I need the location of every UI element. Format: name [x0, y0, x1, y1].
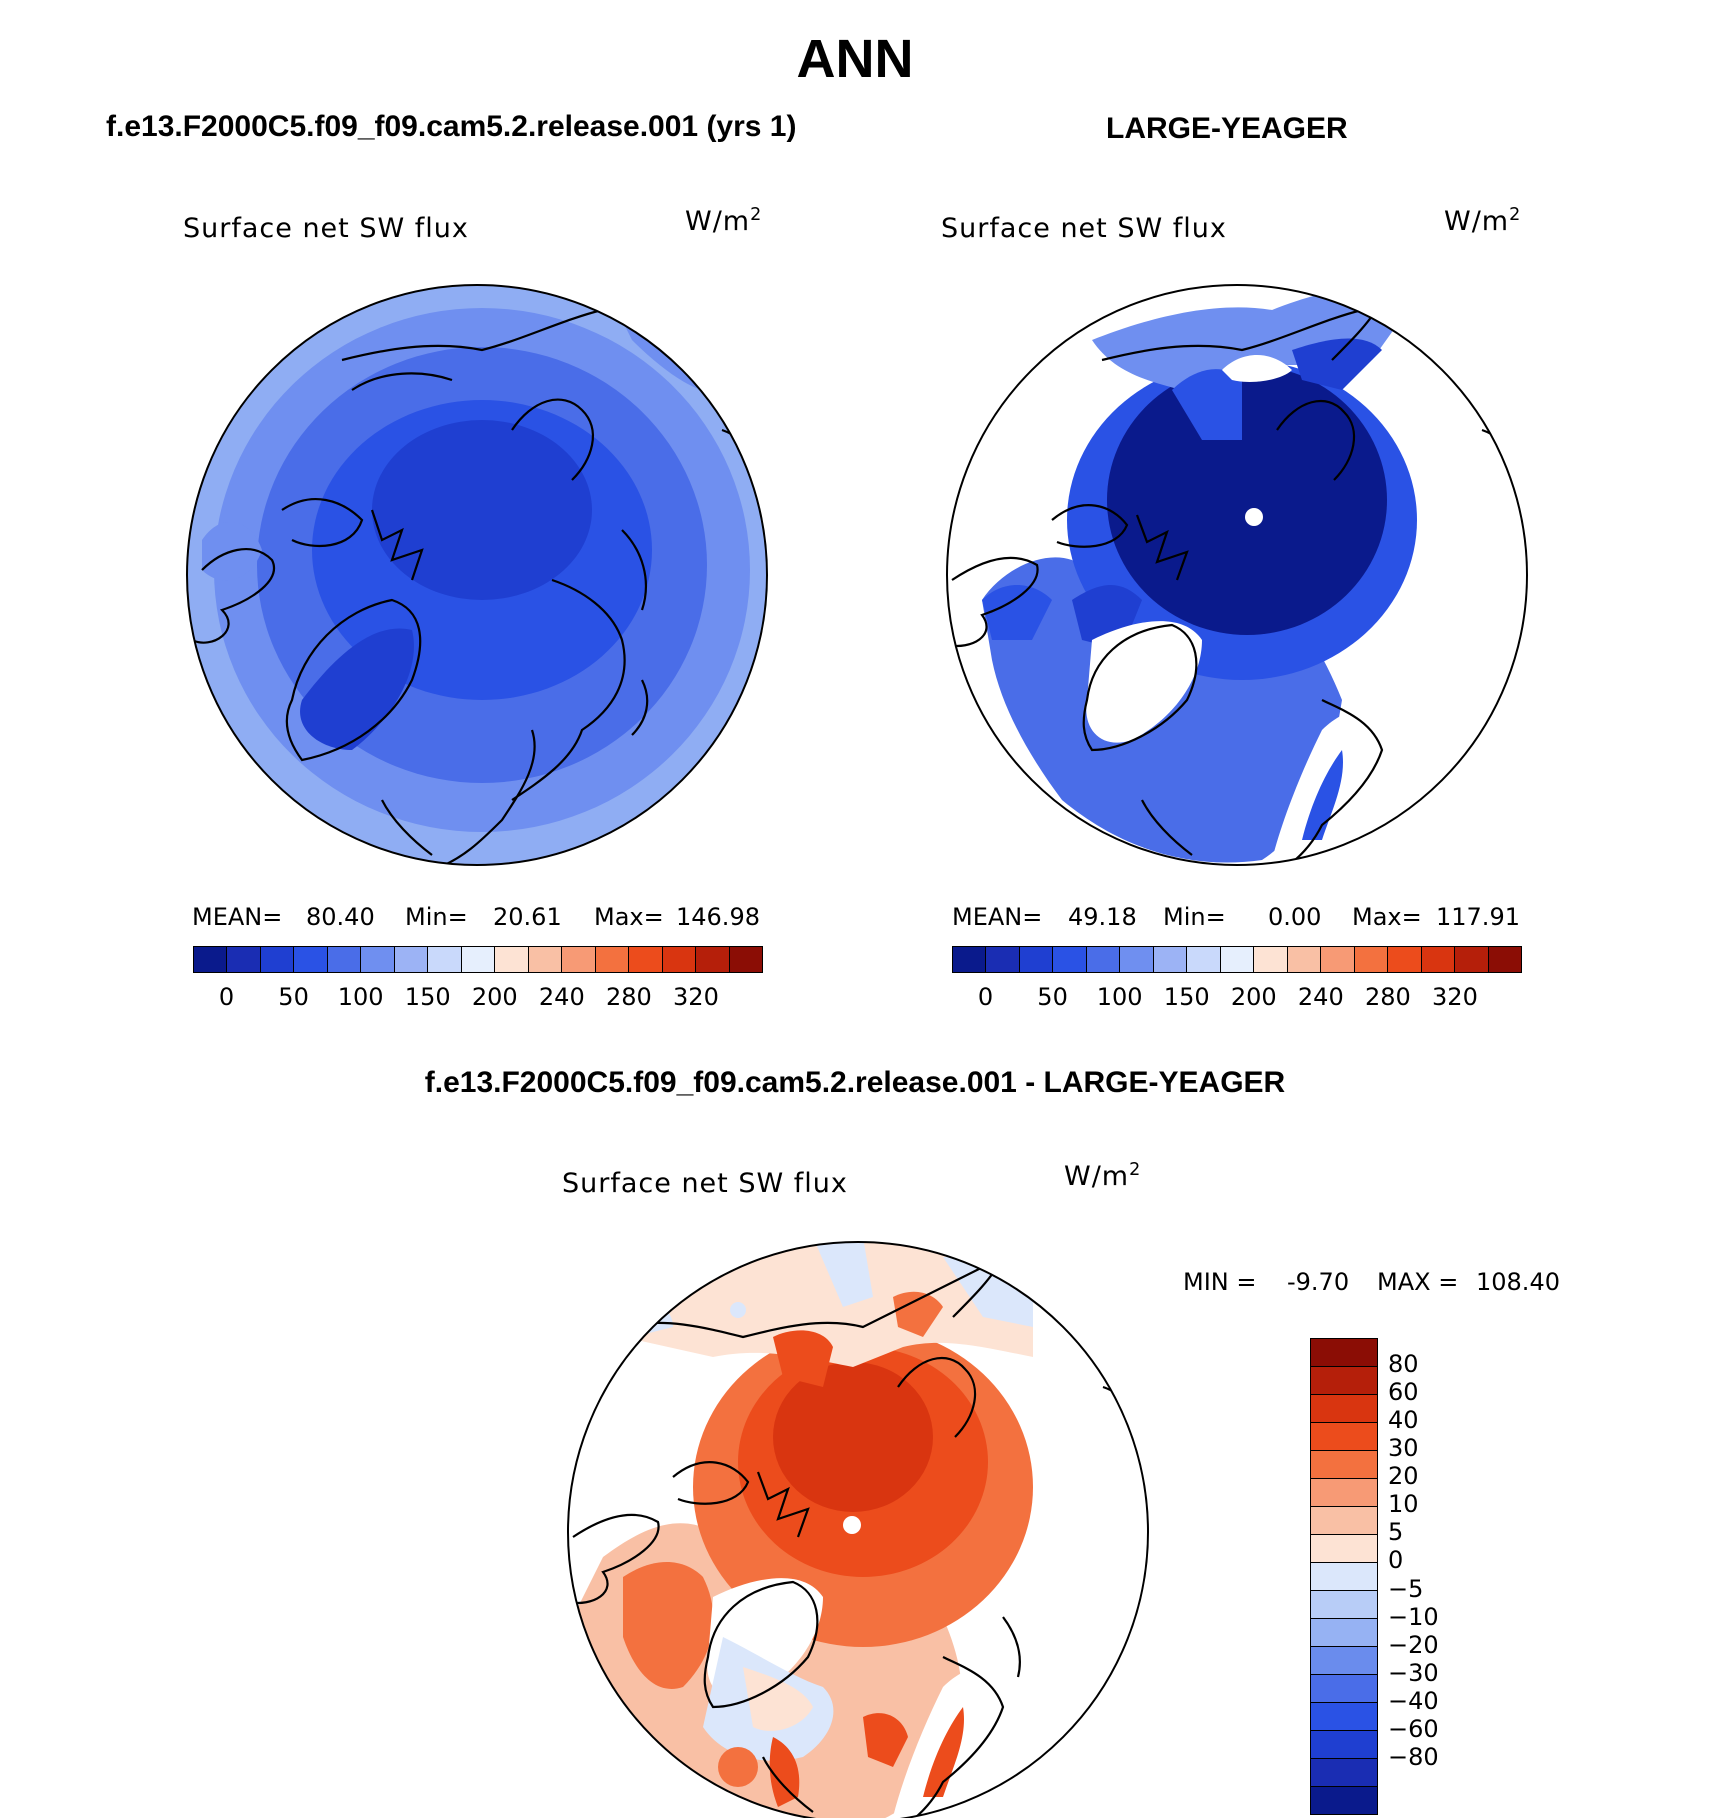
diff-variable: Surface net SW flux [562, 1168, 848, 1199]
colorbar-swatch [1311, 1451, 1377, 1479]
colorbar-swatch [596, 947, 629, 972]
colorbar-swatch [730, 947, 762, 972]
colorbar-tick-label: 10 [1388, 1490, 1419, 1519]
colorbar-swatch [1311, 1507, 1377, 1535]
colorbar-tick-label: 200 [471, 983, 518, 1011]
colorbar-tick-label: 80 [1388, 1350, 1419, 1379]
panel2-header: LARGE-YEAGER [1106, 112, 1348, 145]
figure-title: ANN [796, 29, 914, 89]
colorbar-swatch [1455, 947, 1488, 972]
colorbar-swatch [562, 947, 595, 972]
colorbar-tick-label: 0 [977, 983, 994, 1011]
colorbar-tick-label: 240 [538, 983, 585, 1011]
colorbar-tick-label: 280 [1364, 983, 1411, 1011]
colorbar-tick-label: 100 [337, 983, 384, 1011]
colorbar-tick-label: 50 [1037, 983, 1068, 1011]
panel2-mean-value: 49.18 [1068, 903, 1137, 931]
colorbar-tick-label: −20 [1388, 1630, 1439, 1659]
colorbar-swatch [1311, 1563, 1377, 1591]
colorbar-tick-label: 150 [1163, 983, 1210, 1011]
colorbar-swatch [1120, 947, 1153, 972]
colorbar-swatch [428, 947, 461, 972]
diff-polar-map [563, 1237, 1153, 1818]
colorbar-swatch [1311, 1395, 1377, 1423]
colorbar-tick-label: 30 [1388, 1434, 1419, 1463]
colorbar-swatch [1187, 947, 1220, 972]
colorbar-swatch [1388, 947, 1421, 972]
colorbar-swatch [227, 947, 260, 972]
colorbar-swatch [1321, 947, 1354, 972]
colorbar-tick-label: 320 [673, 983, 719, 1011]
panel2-units: $W/m^2$ [1444, 205, 1522, 237]
colorbar-swatch [395, 947, 428, 972]
colorbar-tick-label: −5 [1388, 1574, 1424, 1603]
panel2-min-value: 0.00 [1268, 903, 1322, 931]
panel2-mean-label: MEAN= [952, 903, 1043, 931]
colorbar-swatch [1311, 1759, 1377, 1787]
colorbar-tick-label: −10 [1388, 1602, 1439, 1631]
colorbar-tick-label: −80 [1388, 1742, 1439, 1771]
colorbar-swatch [1288, 947, 1321, 972]
colorbar-swatch [1355, 947, 1388, 972]
colorbar-swatch [1311, 1619, 1377, 1647]
colorbar-swatch [1221, 947, 1254, 972]
colorbar-swatch [986, 947, 1019, 972]
colorbar-tick-label: 280 [605, 983, 652, 1011]
colorbar-swatch [629, 947, 662, 972]
panel2-colorbar [952, 946, 1522, 973]
diff-colorbar [1310, 1338, 1378, 1815]
panel1-mean-label: MEAN= [192, 903, 283, 931]
colorbar-swatch [1311, 1647, 1377, 1675]
panel1-max-value: 146.98 [676, 903, 760, 931]
diff-colorbar-ticks [1388, 1338, 1508, 1815]
colorbar-tick-label: 100 [1096, 983, 1143, 1011]
colorbar-tick-label: 200 [1230, 983, 1277, 1011]
colorbar-swatch [328, 947, 361, 972]
colorbar-tick-label: −30 [1388, 1658, 1439, 1687]
panel2-polar-map [942, 280, 1532, 870]
panel1-min-label: Min= [405, 903, 468, 931]
diff-min-value: -9.70 [1287, 1268, 1350, 1296]
colorbar-swatch [953, 947, 986, 972]
panel1-min-value: 20.61 [493, 903, 562, 931]
diff-max-value: 108.40 [1476, 1268, 1560, 1296]
panel1-variable: Surface net SW flux [183, 213, 469, 244]
colorbar-swatch [1311, 1731, 1377, 1759]
colorbar-swatch [495, 947, 528, 972]
panel2-max-label: Max= [1352, 903, 1422, 931]
panel1-polar-map [182, 280, 772, 870]
colorbar-tick-label: 0 [1388, 1546, 1404, 1575]
colorbar-swatch [1311, 1591, 1377, 1619]
colorbar-tick-label: 50 [278, 983, 309, 1011]
colorbar-tick-label: 5 [1388, 1518, 1404, 1547]
colorbar-swatch [361, 947, 394, 972]
panel2-variable: Surface net SW flux [941, 213, 1227, 244]
colorbar-swatch [1489, 947, 1521, 972]
panel2-colorbar-ticks [952, 983, 1522, 1013]
colorbar-tick-label: −60 [1388, 1714, 1439, 1743]
colorbar-swatch [462, 947, 495, 972]
panel2-max-value: 117.91 [1436, 903, 1520, 931]
colorbar-swatch [1020, 947, 1053, 972]
panel1-units: $W/m^2$ [685, 205, 763, 237]
colorbar-tick-label: 60 [1388, 1378, 1419, 1407]
colorbar-swatch [1154, 947, 1187, 972]
colorbar-tick-label: 320 [1432, 983, 1478, 1011]
colorbar-swatch [1311, 1787, 1377, 1814]
colorbar-swatch [261, 947, 294, 972]
diff-max-label: MAX = [1377, 1268, 1459, 1296]
colorbar-tick-label: 240 [1297, 983, 1344, 1011]
diff-min-label: MIN = [1183, 1268, 1257, 1296]
colorbar-swatch [1087, 947, 1120, 972]
colorbar-swatch [294, 947, 327, 972]
colorbar-swatch [1311, 1339, 1377, 1367]
colorbar-tick-label: −40 [1388, 1686, 1439, 1715]
panel1-header: f.e13.F2000C5.f09_f09.cam5.2.release.001 (yrs 1) [106, 110, 797, 143]
diff-header: f.e13.F2000C5.f09_f09.cam5.2.release.001 - LARGE-YEAGER [424, 1066, 1286, 1099]
colorbar-swatch [1311, 1675, 1377, 1703]
colorbar-swatch [1311, 1423, 1377, 1451]
colorbar-tick-label: 40 [1388, 1406, 1419, 1435]
colorbar-swatch [1053, 947, 1086, 972]
colorbar-swatch [1422, 947, 1455, 972]
panel1-max-label: Max= [594, 903, 664, 931]
colorbar-swatch [194, 947, 227, 972]
colorbar-tick-label: 0 [218, 983, 235, 1011]
colorbar-swatch [1311, 1367, 1377, 1395]
colorbar-swatch [1311, 1703, 1377, 1731]
colorbar-tick-label: 20 [1388, 1462, 1419, 1491]
colorbar-swatch [529, 947, 562, 972]
colorbar-swatch [1311, 1535, 1377, 1563]
diff-units: $W/m^2$ [1064, 1160, 1142, 1192]
panel2-min-label: Min= [1163, 903, 1226, 931]
colorbar-swatch [1254, 947, 1287, 972]
panel1-colorbar [193, 946, 763, 973]
panel1-colorbar-ticks [193, 983, 763, 1013]
colorbar-swatch [663, 947, 696, 972]
colorbar-swatch [696, 947, 729, 972]
colorbar-tick-label: 150 [404, 983, 451, 1011]
panel1-mean-value: 80.40 [306, 903, 375, 931]
colorbar-swatch [1311, 1479, 1377, 1507]
